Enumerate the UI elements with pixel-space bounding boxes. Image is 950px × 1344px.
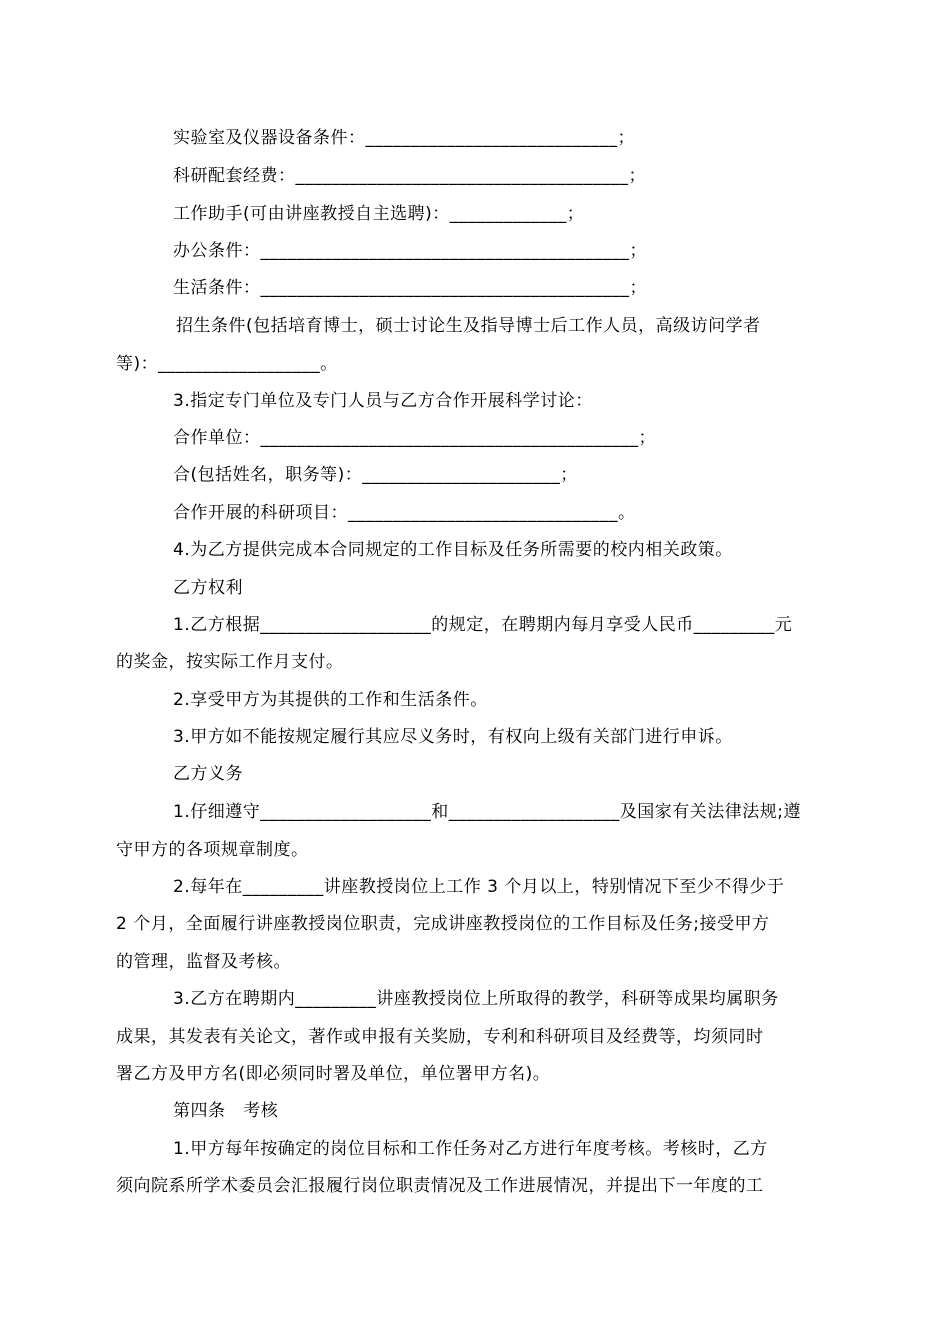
duties-item-3-cont: 成果，其发表有关论文，著作或申报有关奖励，专利和科研项目及经费等，均须同时 bbox=[116, 1027, 764, 1047]
party-b-duties-heading: 乙方义务 bbox=[173, 764, 243, 784]
rights-item-3-line: 3.甲方如不能按规定履行其应尽义务时，有权向上级有关部门进行申诉。 bbox=[173, 727, 733, 747]
office-conditions-line: 办公条件：_________________________________________； bbox=[173, 241, 647, 261]
duties-item-2-line: 2.每年在_________讲座教授岗位上工作 3 个月以上，特别情况下至少不得少于 bbox=[173, 877, 785, 897]
living-conditions-line: 生活条件：_________________________________________； bbox=[173, 278, 647, 298]
duties-item-1-line: 1.仔细遵守___________________和___________________及国家有关法律法规;遵 bbox=[173, 802, 801, 822]
item-4-policy-line: 4.为乙方提供完成本合同规定的工作目标及任务所需要的校内相关政策。 bbox=[173, 540, 733, 560]
duties-item-3-cont2: 署乙方及甲方名(即必须同时署及单位，单位署甲方名)。 bbox=[116, 1064, 551, 1084]
work-assistant-line: 工作助手(可由讲座教授自主选聘)：_____________； bbox=[173, 204, 585, 224]
duties-item-2-cont2: 的管理，监督及考核。 bbox=[116, 952, 291, 972]
article-4-heading: 第四条 考核 bbox=[173, 1101, 279, 1121]
rights-item-1-line: 1.乙方根据___________________的规定，在聘期内每月享受人民币_________元 bbox=[173, 615, 793, 635]
item-3-designate-line: 3.指定专门单位及专门人员与乙方合作开展科学讨论： bbox=[173, 391, 593, 411]
enrollment-conditions-cont: 等)：__________________。 bbox=[116, 354, 338, 374]
party-b-rights-heading: 乙方权利 bbox=[173, 578, 243, 598]
enrollment-conditions-line: 招生条件(包括培育博士，硕士讨论生及指导博士后工作人员，高级访问学者 bbox=[176, 316, 761, 336]
assessment-item-1-cont: 须向院系所学术委员会汇报履行岗位职责情况及工作进展情况，并提出下一年度的工 bbox=[116, 1176, 764, 1196]
partner-unit-line: 合作单位：__________________________________________； bbox=[173, 428, 656, 448]
partner-person-line: 合(包括姓名，职务等)：______________________； bbox=[173, 465, 578, 485]
research-project-line: 合作开展的科研项目：______________________________。 bbox=[173, 503, 636, 523]
duties-item-3-line: 3.乙方在聘期内_________讲座教授岗位上所取得的教学，科研等成果均属职务 bbox=[173, 989, 779, 1009]
lab-equipment-line: 实验室及仪器设备条件：____________________________； bbox=[173, 128, 635, 148]
duties-item-1-cont: 守甲方的各项规章制度。 bbox=[116, 840, 309, 860]
rights-item-2-line: 2.享受甲方为其提供的工作和生活条件。 bbox=[173, 690, 488, 710]
research-funding-line: 科研配套经费：_____________________________________； bbox=[173, 166, 646, 186]
duties-item-2-cont: 2 个月，全面履行讲座教授岗位职责，完成讲座教授岗位的工作目标及任务;接受甲方 bbox=[116, 914, 770, 934]
rights-item-1-cont: 的奖金，按实际工作月支付。 bbox=[116, 652, 344, 672]
assessment-item-1-line: 1.甲方每年按确定的岗位目标和工作任务对乙方进行年度考核。考核时，乙方 bbox=[173, 1139, 768, 1159]
